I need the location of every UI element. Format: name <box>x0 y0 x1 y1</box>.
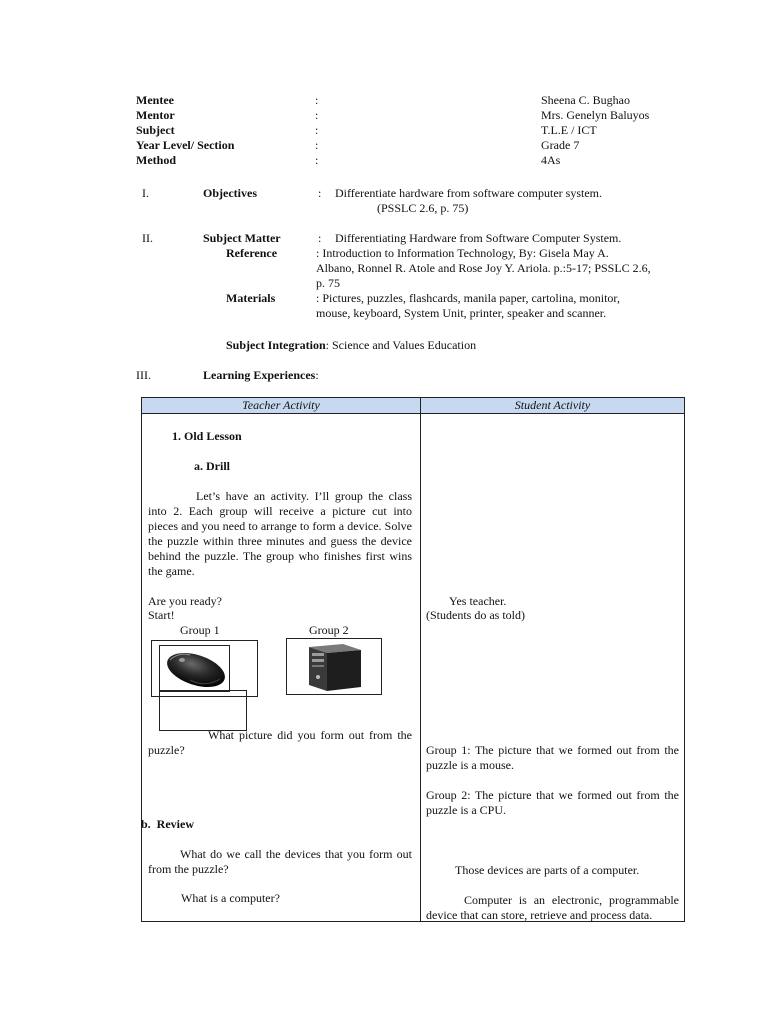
devices-question: What do we call the devices that you form out from the puzzle? <box>148 847 412 876</box>
objectives-text: Differentiate hardware from software computer system. <box>335 186 603 200</box>
objectives-colon: : <box>318 186 322 200</box>
subject-integration <box>226 338 476 353</box>
subject-colon: : <box>315 123 319 137</box>
mentor-label: Mentor <box>136 108 175 122</box>
group-2-label: Group 2 <box>309 623 349 637</box>
column-divider <box>420 398 421 921</box>
subject-matter-number: II. <box>142 231 153 245</box>
mentee-colon: : <box>315 93 319 107</box>
year-level-label: Year Level/ Section <box>136 138 235 152</box>
materials-line-2: mouse, keyboard, System Unit, printer, speaker and scanner. <box>316 306 607 320</box>
student-activity-header: Student Activity <box>514 398 591 412</box>
computer-question: What is a computer? <box>181 891 280 905</box>
method-value: 4As <box>541 153 561 167</box>
learning-title: Learning Experiences <box>203 368 316 382</box>
reference-line-3: p. 75 <box>316 276 340 290</box>
reference-line-2: Albano, Ronnel R. Atole and Rose Joy Y. Ariola. p.:5-17; PSSLC 2.6, <box>316 261 651 275</box>
learning-number: III. <box>136 368 151 382</box>
subject-matter-colon: : <box>318 231 322 245</box>
learning-colon: : <box>315 368 319 382</box>
devices-answer: Those devices are parts of a computer. <box>455 863 640 877</box>
start-text: Start! <box>148 608 175 622</box>
subject-matter-text: Differentiating Hardware from Software Computer System. <box>335 231 622 245</box>
mentee-label: Mentee <box>136 93 174 107</box>
year-level-value: Grade 7 <box>541 138 580 152</box>
objectives-title: Objectives <box>203 186 257 200</box>
group-1-label: Group 1 <box>180 623 220 637</box>
group-1-answer: Group 1: The picture that we formed out from the puzzle is a mouse. <box>426 743 679 772</box>
computer-definition-answer: Computer is an electronic, programmable device that can store, retrieve and process data. <box>426 893 679 922</box>
mentee-value: Sheena C. Bughao <box>541 93 630 107</box>
subject-matter-title: Subject Matter <box>203 231 281 245</box>
mentor-colon: : <box>315 108 319 122</box>
review-heading: b. Review <box>141 817 194 831</box>
method-label: Method <box>136 153 176 167</box>
subject-integration-label: Subject Integration <box>226 338 326 352</box>
reference-label: Reference <box>226 246 278 260</box>
objectives-number: I. <box>142 186 149 200</box>
puzzle-piece-frame <box>159 690 247 731</box>
drill-instructions: Let’s have an activity. I’ll group the class into 2. Each group will receive a picture cut into pieces and you need to arrange to form a device. Solve the puzzle within three minutes and guess the device behind the puzzle. The group who finishes first wins the game. <box>148 489 412 578</box>
subject-value: T.L.E / ICT <box>541 123 597 137</box>
table-header-row <box>142 398 684 414</box>
materials-label: Materials <box>226 291 276 305</box>
cpu-icon <box>287 639 381 694</box>
yes-teacher-answer: Yes teacher. <box>449 594 507 608</box>
materials-line-1: : Pictures, puzzles, flashcards, manila paper, cartolina, monitor, <box>316 291 620 305</box>
mouse-icon <box>160 646 229 691</box>
students-do-as-told: (Students do as told) <box>426 608 525 622</box>
mentor-value: Mrs. Genelyn Baluyos <box>541 108 650 122</box>
ready-question: Are you ready? <box>148 594 222 608</box>
teacher-activity-header: Teacher Activity <box>242 398 320 412</box>
group-2-answer: Group 2: The picture that we formed out from the puzzle is a CPU. <box>426 788 679 817</box>
old-lesson-heading: 1. Old Lesson <box>172 429 242 443</box>
year-level-colon: : <box>315 138 319 152</box>
method-colon: : <box>315 153 319 167</box>
subject-integration-text: : Science and Values Education <box>325 338 477 352</box>
objectives-reference: (PSSLC 2.6, p. 75) <box>377 201 469 215</box>
subject-label: Subject <box>136 123 175 137</box>
cpu-picture <box>286 638 382 695</box>
reference-line-1: : Introduction to Information Technology, By: Gisela May A. <box>316 246 609 260</box>
what-picture-question: What picture did you form out from the puzzle? <box>148 728 412 757</box>
mouse-picture <box>159 645 230 692</box>
drill-heading: a. Drill <box>194 459 230 473</box>
